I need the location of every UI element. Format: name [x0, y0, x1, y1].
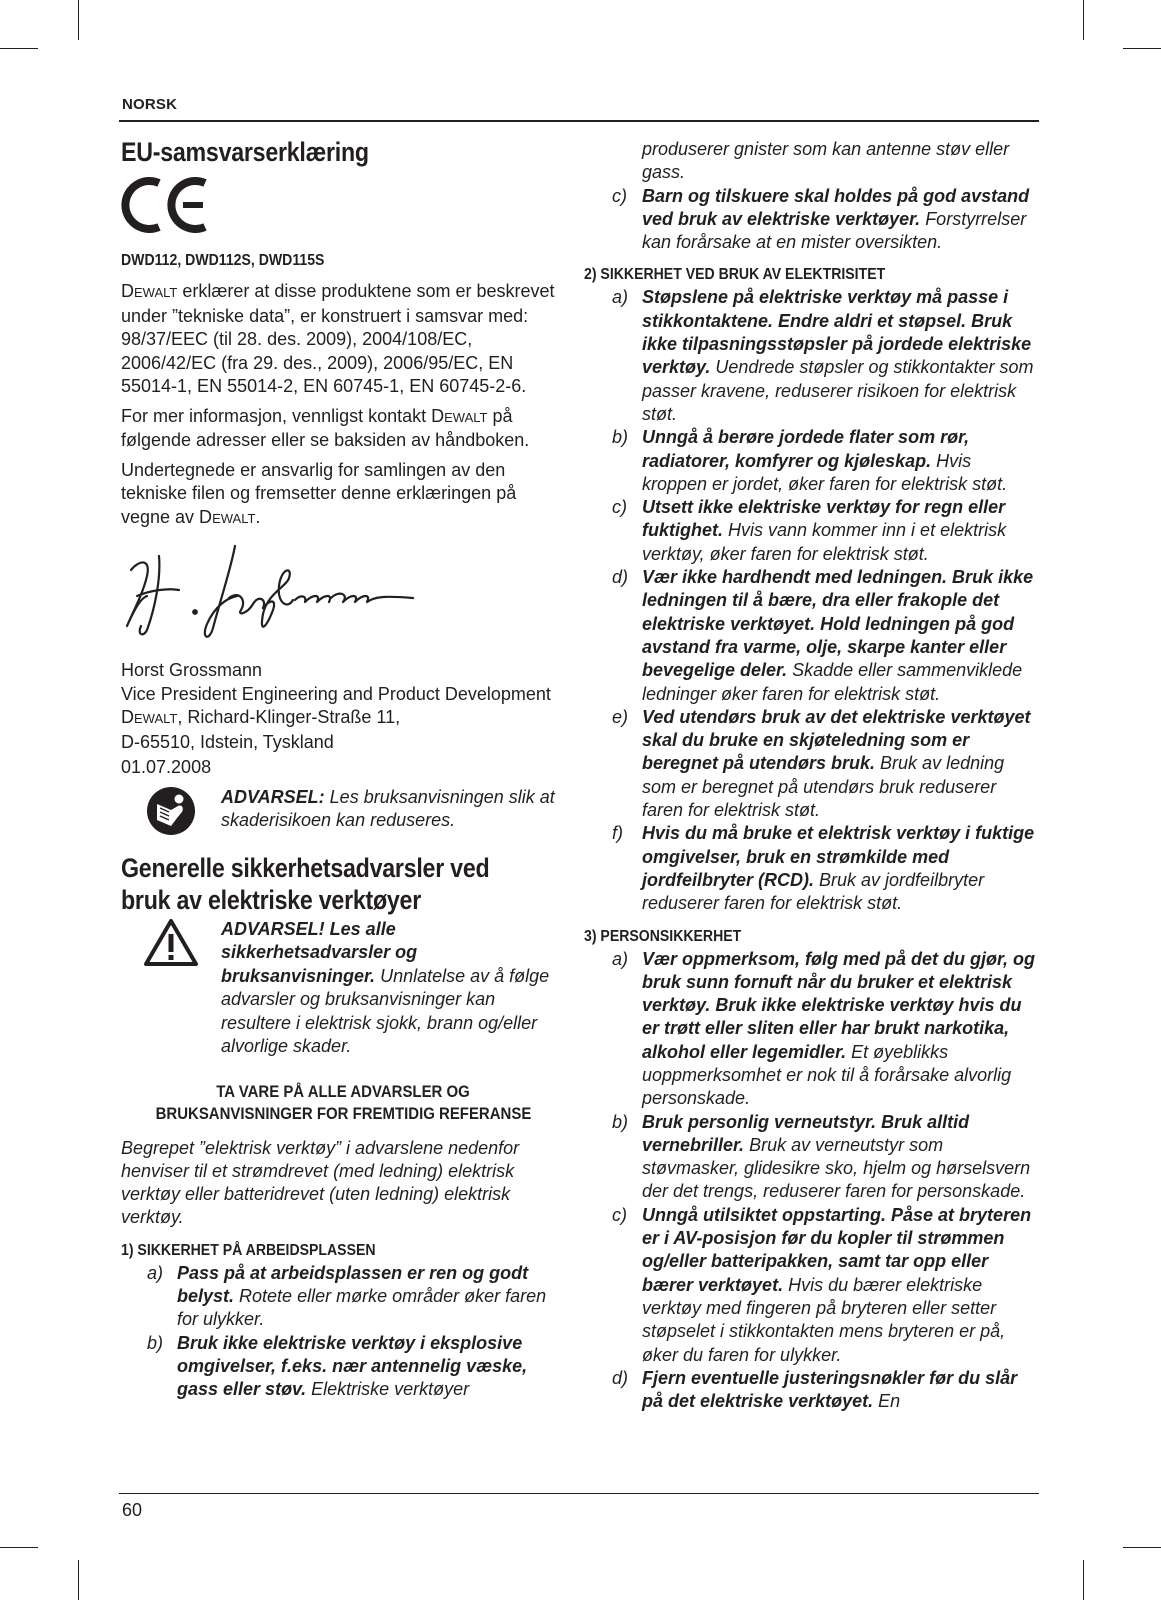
list-item-bold: Fjern eventuelle justeringsnøkler før du slår på det elektriske verktøyet.	[642, 1367, 1018, 1412]
left-column	[121, 136, 566, 1401]
list-item-bold: Vær oppmerksom, følg med på det du gjør, og bruk sunn fornuft når du bruker et elektrisk verktøy. Bruk ikke elektriske verktøy hvis du er trøtt eller sliten eller har brukt narkotika, alkohol eller legemidler.	[642, 948, 1036, 1062]
list-item-text	[642, 286, 1041, 426]
crop-mark	[1083, 1560, 1084, 1600]
section1-list	[121, 1262, 566, 1402]
signer-name: Horst Grossmann	[121, 660, 263, 680]
crop-mark	[1083, 0, 1084, 40]
signer-address	[121, 706, 566, 731]
list-item-text	[642, 1111, 1041, 1204]
list-item-text	[642, 566, 1041, 706]
list-item-body: Skadde eller sammenviklede ledninger øker faren for elektrisk støt.	[642, 660, 1023, 704]
list-item	[596, 948, 1041, 1111]
brand-smallcaps: EWALT	[444, 409, 488, 425]
list-item-label: b)	[612, 427, 629, 448]
crop-mark	[78, 1560, 79, 1600]
list-item-label: d)	[612, 1367, 629, 1388]
responsible-text: Undertegnede er ansvarlig for samlingen av den tekniske filen og fremsetter denne erklæringen på vegne av D	[121, 459, 517, 527]
list-item-body: En	[873, 1391, 901, 1412]
section2-list	[596, 286, 1041, 915]
address-city: D-65510, Idstein, Tyskland	[121, 731, 334, 752]
list-item-bold: Hvis du må bruke et elektrisk verktøy i fuktige omgivelser, bruk en strømkilde med jordfeilbryter (RCD).	[642, 823, 1035, 890]
section3-title: 3) PERSONSIKKERHET	[584, 927, 742, 945]
section2-title: 2) SIKKERHET VED BRUK AV ELEKTRISITET	[584, 266, 886, 284]
list-item	[596, 566, 1041, 706]
brand-initial: D	[121, 281, 134, 301]
list-item-text	[642, 1204, 1041, 1367]
brand-smallcaps: EWALT	[134, 711, 178, 726]
list-item-text	[642, 185, 1041, 255]
list-item-label: c)	[612, 1204, 627, 1225]
general-title	[121, 852, 566, 916]
list-item-body: Bruk av verneutstyr som støvmasker, glidesikre sko, hjelm og hørselsvern der det trengs, reduserer faren for personskade.	[642, 1134, 1031, 1202]
read-manual-icon	[121, 786, 221, 836]
declaration-text	[121, 280, 566, 399]
list-item-body: Rotete eller mørke områder øker faren for ulykker.	[177, 1285, 547, 1330]
list-item-text	[642, 706, 1041, 822]
list-item	[596, 1204, 1041, 1367]
list-item-bold: Bruk ikke elektriske verktøy i eksplosive omgivelser, f.eks. nær antennelig væske, gass eller støv.	[177, 1332, 528, 1400]
list-item-text	[177, 1332, 566, 1402]
info-paragraph	[121, 405, 566, 453]
list-item	[596, 1367, 1041, 1414]
declaration-date: 01.07.2008	[121, 757, 212, 777]
warning-label: ADVARSEL! Les alle sikkerhetsadvarsler og bruksanvisninger.	[221, 918, 418, 986]
crop-mark	[1123, 48, 1161, 49]
list-item-body: Et øyeblikks uoppmerksomhet er nok til å forårsake alvorlig personskade.	[642, 1041, 1012, 1109]
list-item	[121, 1262, 566, 1332]
list-item-label: a)	[612, 287, 629, 308]
list-item-bold: Utsett ikke elektriske verktøy for regn eller fuktighet.	[642, 497, 1006, 541]
brand-smallcaps: EWALT	[134, 285, 178, 300]
responsible-paragraph	[121, 459, 566, 531]
list-item-text	[642, 496, 1041, 566]
list-item	[596, 286, 1041, 426]
section1-list-continued	[596, 185, 1041, 255]
term-definition: Begrepet ”elektrisk verktøy” i advarslene nedenfor henviser til et strømdrevet (med ledning) elektrisk verktøy eller batteridrevet (uten ledning) elektrisk verktøy.	[121, 1137, 520, 1228]
info-text-end: på følgende adresser eller se baksiden av håndboken.	[121, 405, 530, 450]
list-item-bold: Unngå å berøre jordede flater som rør, radiatorer, komfyrer og kjøleskap.	[642, 427, 970, 471]
section1-title: 1) SIKKERHET PÅ ARBEIDSPLASSEN	[121, 1241, 376, 1259]
list-item-label: f)	[612, 823, 623, 844]
brand-smallcaps: EWALT	[212, 510, 256, 526]
list-item	[596, 1111, 1041, 1204]
list-item	[596, 496, 1041, 566]
crop-mark	[1123, 1547, 1161, 1548]
model-numbers: DWD112, DWD112S, DWD115S	[121, 252, 325, 269]
list-item-body: Bruk av ledning som er beregnet på utendørs bruk reduserer faren for elektrisk støt.	[642, 753, 1005, 821]
list-item	[596, 426, 1041, 496]
list-item-bold: Ved utendørs bruk av det elektriske verktøyet skal du bruke en skjøteledning som er beregnet på utendørs bruk.	[642, 706, 1031, 774]
signature-image	[117, 538, 566, 653]
crop-mark	[0, 1547, 38, 1548]
right-column	[584, 138, 1041, 1413]
list-item-body: Bruk av jordfeilbryter reduserer faren for elektrisk støt.	[642, 869, 985, 914]
language-header: NORSK	[122, 96, 178, 113]
list-item-bold: Bruk personlig verneutstyr. Bruk alltid vernebriller.	[642, 1111, 970, 1155]
list-item-bold: Støpslene på elektriske verktøy må passe i stikkontaktene. Endre aldri et støpsel. Bruk ikke tilpasningsstøpsler på jordede elektriske verktøy.	[642, 287, 1032, 378]
list-item-label: b)	[612, 1111, 629, 1132]
list-item-label: b)	[147, 1332, 164, 1353]
crop-mark	[0, 48, 38, 49]
warning-body: Unnlatelse av å følge advarsler og bruksanvisninger kan resultere i elektrisk sjokk, brann og/eller alvorlige skader.	[221, 965, 550, 1056]
footer-rule	[119, 1493, 1039, 1494]
warning-label: ADVARSEL:	[221, 786, 325, 807]
list-item-bold: Barn og tilskuere skal holdes på god avstand ved bruk av elektriske verktøyer.	[642, 185, 1030, 229]
directives-list: 98/37/EEC (til 28. des. 2009), 2004/108/EC, 2006/42/EC (fra 29. des., 2009), 2006/95/EC, EN 55014-1, EN 55014-2, EN 60745-1, EN 60745-2-6.	[121, 329, 527, 396]
list-item-text	[642, 1367, 1041, 1414]
responsible-end: .	[255, 506, 261, 527]
page-number: 60	[122, 1500, 143, 1520]
list-item-body: Uendrede støpsler og stikkontakter som passer kravene, reduserer risikoen for elektrisk støt.	[642, 357, 1034, 424]
list-item	[596, 185, 1041, 255]
general-title-line2: bruk av elektriske verktøyer	[121, 884, 421, 915]
general-warning	[121, 918, 566, 1059]
list-item-body: Hvis vann kommer inn i et elektrisk verktøy, øker faren for elektrisk støt.	[642, 520, 1007, 564]
list-item-bold: Unngå utilsiktet oppstarting. Påse at bryteren er i AV-posisjon før du kopler til strømmen og/eller batteripakken, samt tar opp eller bærer verktøyet.	[642, 1204, 1032, 1295]
crop-mark	[78, 0, 79, 40]
keep-line1: TA VARE PÅ ALLE ADVARSLER OG	[216, 1081, 471, 1101]
list-item-label: e)	[612, 706, 629, 727]
declaration-body: erklærer at disse produktene som er beskrevet under ”tekniske data”, er konstruert i samsvar med:	[121, 281, 555, 326]
address-street: , Richard-Klinger-Straße 11,	[177, 707, 401, 727]
list-item-body: Hvis du bærer elektriske verktøy med fingeren på bryteren eller setter støpselet i stikkontakten mens bryteren er på, øker du faren for ulykker.	[642, 1274, 1006, 1365]
read-manual-warning	[121, 786, 566, 836]
list-item-text	[642, 426, 1041, 496]
list-item-label: c)	[612, 185, 627, 206]
list-item-text	[177, 1262, 566, 1332]
list-item-label: a)	[612, 948, 629, 969]
read-manual-text	[221, 786, 566, 833]
list-item-text	[642, 948, 1041, 1111]
keep-warnings-heading	[121, 1081, 566, 1125]
section3-list	[596, 948, 1041, 1414]
list-item-body: Forstyrrelser kan forårsake at en mister oversikten.	[642, 208, 1027, 253]
list-item-text	[642, 822, 1041, 915]
declaration-title: EU-samsvarserklæring	[121, 137, 369, 167]
list-item-label: c)	[612, 497, 627, 518]
general-title-line1: Generelle sikkerhetsadvarsler ved	[121, 852, 490, 883]
info-text: For mer informasjon, vennligst kontakt D	[121, 405, 445, 426]
header-rule	[119, 120, 1039, 122]
ce-mark-icon	[121, 175, 566, 240]
keep-line2: BRUKSANVISNINGER FOR FREMTIDIG REFERANSE	[155, 1103, 532, 1123]
list-item-label: d)	[612, 567, 629, 588]
warning-body: Les bruksanvisningen slik at skaderisikoen kan reduseres.	[221, 786, 555, 830]
signer-block	[121, 659, 566, 780]
list-item-bold: Pass på at arbeidsplassen er ren og godt belyst.	[177, 1262, 529, 1306]
signer-title: Vice President Engineering and Product Development	[121, 683, 551, 704]
list-item-body: Elektriske verktøyer	[306, 1379, 470, 1400]
general-warning-text	[221, 918, 566, 1059]
list-item-bold: Vær ikke hardhendt med ledningen. Bruk ikke ledningen til å bære, dra eller frakople det elektriske verktøyet. Hold ledningen på god avstand fra varme, olje, skarpe kanter eller bevegelige deler.	[642, 567, 1034, 681]
brand-initial: D	[121, 707, 134, 727]
continued-text: produserer gnister som kan antenne støv eller gass.	[642, 139, 1010, 183]
warning-triangle-icon	[121, 918, 221, 968]
list-item-body: Hvis kroppen er jordet, øker faren for elektrisk støt.	[642, 450, 1008, 494]
list-item	[596, 822, 1041, 915]
list-item	[596, 706, 1041, 822]
list-item-label: a)	[147, 1262, 164, 1283]
list-item	[121, 1332, 566, 1402]
